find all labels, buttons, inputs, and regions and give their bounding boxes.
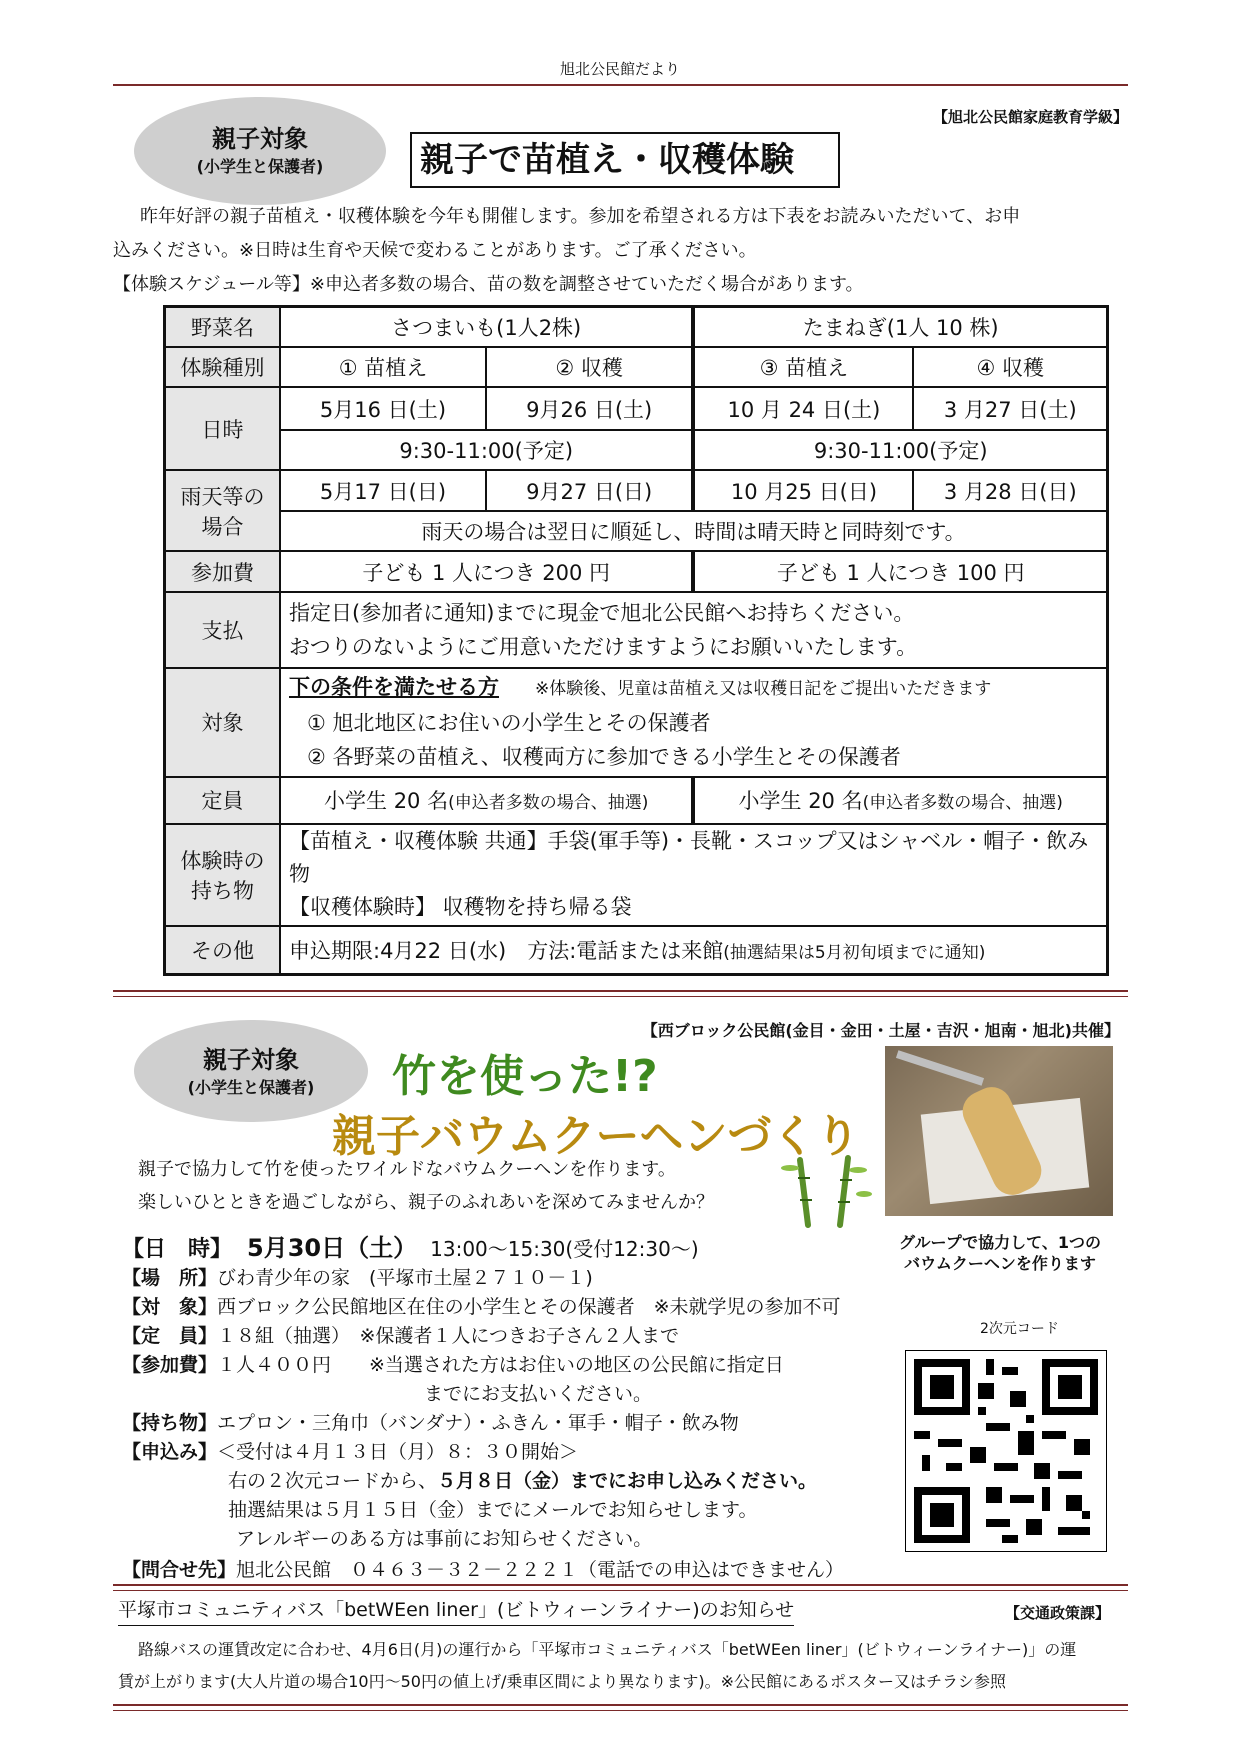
rain-date-cell: 3 月28 日(日) [913, 470, 1107, 510]
row-label: 定員 [165, 777, 281, 824]
other-main: 申込期限:4月22 日(水) 方法:電話または来館 [289, 938, 724, 963]
row-label-line1: 体験時の [180, 848, 265, 873]
photo-caption-line1: グループで協力して、1つの [898, 1233, 1101, 1252]
apply-line4: アレルギーのある方は事前にお知らせください。 [236, 1528, 653, 1550]
date-label: 【日 時】 [122, 1237, 233, 1262]
apply-line2a: 右の２次元コードから、 [228, 1470, 438, 1492]
capacity-cell [280, 777, 693, 824]
date-cell: 9月26 日(土) [486, 387, 693, 430]
rain-date-cell: 9月27 日(日) [486, 470, 693, 510]
footer-rule [113, 1704, 1128, 1706]
time-cell: 9:30-11:00(予定) [693, 430, 1107, 470]
row-label: 対象 [165, 668, 281, 777]
row-label: 野菜名 [165, 307, 281, 347]
date-cell: 10 月 24 日(土) [693, 387, 913, 430]
section2-title-line2: 親子バウムクーヘンづくり [332, 1111, 860, 1162]
payment-cell [280, 592, 1108, 668]
apply-row [122, 1438, 578, 1467]
oval-line1: 親子対象 [212, 125, 308, 153]
fee-value: １人４００円 ※当選された方はお住いの地区の公民館に指定日 [217, 1354, 784, 1376]
baumkuchen-photo [885, 1046, 1113, 1216]
target-heading: 下の条件を満たせる方 [289, 675, 499, 700]
type-cell: ① 苗植え [280, 347, 486, 387]
fee-row [122, 1351, 784, 1380]
footer-rule-thin [113, 1710, 1128, 1711]
bring-line1: 【苗植え・収穫体験 共通】手袋(軍手等)・長靴・スコップ又はシャベル・帽子・飲み物 [289, 829, 1089, 887]
capacity-main: 小学生 20 名 [738, 789, 863, 814]
date-cell: 3 月27 日(土) [913, 387, 1107, 430]
qr-code-icon[interactable] [905, 1350, 1107, 1552]
qr-label: 2次元コード [980, 1321, 1059, 1337]
target-oval [134, 97, 386, 205]
bamboo-icon [778, 1150, 878, 1230]
table-row [165, 347, 1108, 387]
oval-line2: (小学生と保護者) [187, 1078, 315, 1097]
fee-row-continued: までにお支払いください。 [424, 1383, 653, 1405]
place-row [122, 1264, 593, 1293]
bring-cell [280, 824, 1108, 926]
date-cell: 5月16 日(土) [280, 387, 486, 430]
capacity-value: １８組（抽選） ※保護者１人につきお子さん２人まで [217, 1325, 680, 1347]
apply-line3: 抽選結果は５月１５日（金）までにメールでお知らせします。 [228, 1499, 758, 1521]
section-divider [113, 990, 1128, 992]
bring-row [122, 1409, 739, 1438]
payment-line1: 指定日(参加者に通知)までに現金で旭北公民館へお持ちください。 [289, 600, 915, 625]
section2-title-line1: 竹を使った!? [392, 1051, 658, 1102]
section2-organizer: 【西ブロック公民館(金目・金田・土屋・吉沢・旭南・旭北)共催】 [641, 1021, 1120, 1040]
time-cell: 9:30-11:00(予定) [280, 430, 693, 470]
apply-deadline: ５月８日（金）まで [437, 1470, 609, 1492]
photo-caption-line2: バウムクーヘンを作ります [904, 1254, 1096, 1273]
capacity-note: (申込者多数の場合、抽選) [862, 793, 1063, 814]
type-cell: ② 収穫 [486, 347, 693, 387]
table-row [165, 470, 1108, 510]
target-note: ※体験後、児童は苗植え又は収穫日記をご提出いただきます [535, 679, 992, 700]
capacity-note: (申込者多数の場合、抽選) [448, 793, 649, 814]
row-label-line1: 雨天等の [180, 484, 265, 509]
date-main: 5月30日（土） [247, 1234, 418, 1262]
other-cell [280, 926, 1108, 975]
table-row [165, 511, 1108, 551]
row-label-line2: 持ち物 [191, 878, 254, 903]
row-label [165, 824, 281, 926]
capacity-row [122, 1322, 679, 1351]
type-cell: ④ 収穫 [913, 347, 1107, 387]
section1-title: 親子で苗植え・収穫体験 [410, 132, 840, 188]
place-value: びわ青少年の家 (平塚市土屋２７１０－１) [217, 1267, 593, 1289]
section1-intro-line2: 込みください。※日時は生育や天候で変わることがあります。ご了承ください。 [113, 240, 757, 261]
capacity-main: 小学生 20 名 [324, 789, 449, 814]
fee-cell: 子ども 1 人につき 200 円 [280, 551, 693, 591]
section2-intro-line1: 親子で協力して竹を使ったワイルドなバウムクーヘンを作ります。 [138, 1159, 676, 1180]
capacity-cell [693, 777, 1107, 824]
place-label: 【場 所】 [122, 1267, 218, 1289]
section-divider [113, 1584, 1128, 1586]
section-divider-thin [113, 996, 1128, 997]
fee-cell: 子ども 1 人につき 100 円 [693, 551, 1107, 591]
target-label: 【対 象】 [122, 1296, 218, 1318]
apply-line2 [228, 1467, 817, 1496]
target-condition-1: ① 旭北地区にお住いの小学生とその保護者 [307, 711, 711, 736]
veg-cell: たまねぎ(1人 10 株) [693, 307, 1107, 347]
type-cell: ③ 苗植え [693, 347, 913, 387]
table-row [165, 430, 1108, 470]
bring-line2: 【収穫体験時】 収穫物を持ち帰る袋 [289, 895, 632, 920]
row-label: 支払 [165, 592, 281, 668]
row-label: 体験種別 [165, 347, 281, 387]
schedule-table [163, 305, 1109, 976]
oval-line2: (小学生と保護者) [196, 157, 324, 176]
section1-organizer: 【旭北公民館家庭教育学級】 [932, 108, 1128, 126]
table-row [165, 387, 1108, 430]
row-label-line2: 場合 [201, 514, 244, 539]
section-divider-thin [113, 1590, 1128, 1591]
contact-label: 【問合せ先】 [122, 1559, 237, 1581]
date-time: 13:00～15:30(受付12:30～) [430, 1237, 699, 1261]
apply-label: 【申込み】 [122, 1441, 218, 1463]
row-label: 参加費 [165, 551, 281, 591]
oval-line1: 親子対象 [203, 1046, 299, 1074]
event-date-row [122, 1228, 699, 1263]
rain-date-cell: 10 月25 日(日) [693, 470, 913, 510]
row-label [165, 470, 281, 551]
photo-caption [880, 1232, 1120, 1274]
other-note: (抽選結果は5月初旬頃までに通知) [723, 942, 986, 963]
apply-line2c: にお申し込みください。 [608, 1470, 818, 1492]
bus-notice-body-line2: 賃が上がります(大人片道の場合10円～50円の値上げ/乗車区間により異なります)。※公民館にあるポスター又はチラシ参照 [118, 1672, 1007, 1691]
table-row [165, 592, 1108, 668]
target-row [122, 1293, 841, 1322]
contact-value: 旭北公民館 ０４６３－３２－２２２１（電話での申込はできません） [236, 1559, 845, 1581]
schedule-note: 【体験スケジュール等】※申込者多数の場合、苗の数を調整させていただく場合があります。 [113, 274, 864, 295]
target-condition-2: ② 各野菜の苗植え、収穫両方に参加できる小学生とその保護者 [307, 745, 901, 770]
row-label: 日時 [165, 387, 281, 470]
row-label: その他 [165, 926, 281, 975]
target-cell [280, 668, 1108, 777]
bring-label: 【持ち物】 [122, 1412, 218, 1434]
table-row [165, 307, 1108, 347]
payment-line2: おつりのないようにご用意いただけますようにお願いいたします。 [289, 634, 918, 659]
section2-intro-line2: 楽しいひとときを過ごしながら、親子のふれあいを深めてみませんか？ [138, 1192, 714, 1213]
newsletter-header: 旭北公民館だより [559, 60, 680, 78]
table-row [165, 824, 1108, 926]
target-value: 西ブロック公民館地区在住の小学生とその保護者 ※未就学児の参加不可 [217, 1296, 841, 1318]
section1-intro-line1: 昨年好評の親子苗植え・収穫体験を今年も開催します。参加を希望される方は下表をお読みいただいて、お申 [140, 206, 1021, 227]
photo-knife [896, 1050, 984, 1085]
fee-label: 【参加費】 [122, 1354, 218, 1376]
table-row [165, 926, 1108, 975]
rain-note-cell: 雨天の場合は翌日に順延し、時間は晴天時と同時刻です。 [280, 511, 1108, 551]
contact-row [122, 1556, 844, 1585]
bring-value: エプロン・三角巾（バンダナ）・ふきん・軍手・帽子・飲み物 [217, 1412, 739, 1434]
header-rule [113, 84, 1128, 86]
bus-notice-title: 平塚市コミュニティバス「betWEen liner」(ビトウィーンライナー)のお知らせ [118, 1595, 794, 1626]
bus-notice-organizer: 【交通政策課】 [1004, 1604, 1110, 1622]
veg-cell: さつまいも(1人2株) [280, 307, 693, 347]
rain-date-cell: 5月17 日(日) [280, 470, 486, 510]
table-row [165, 551, 1108, 591]
apply-line1: ＜受付は４月１３日（月）８：３０開始＞ [217, 1441, 579, 1463]
table-row [165, 777, 1108, 824]
capacity-label: 【定 員】 [122, 1325, 218, 1347]
bus-notice-body-line1: 路線バスの運賃改定に合わせ、4月6日(月)の運行から「平塚市コミュニティバス「betWEen liner」(ビトウィーンライナー)」の運 [138, 1640, 1077, 1659]
table-row [165, 668, 1108, 777]
